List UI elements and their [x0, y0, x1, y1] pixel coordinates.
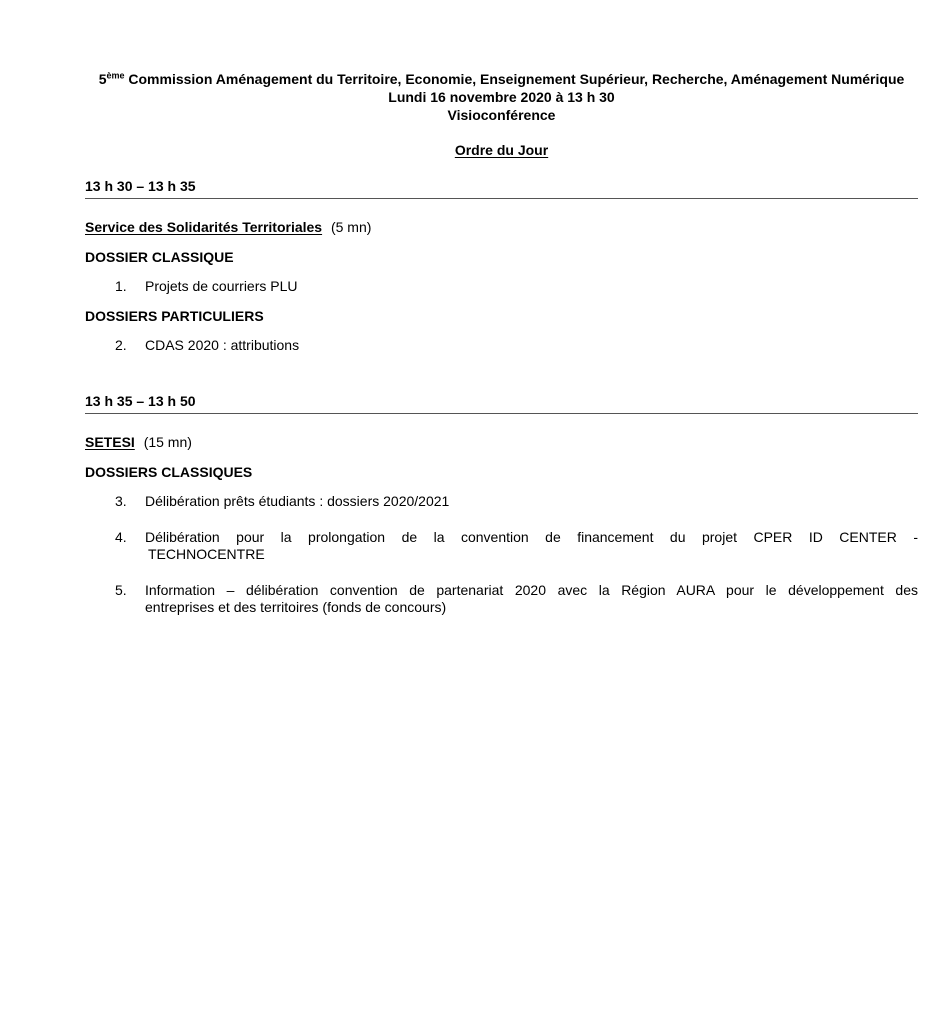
- agenda-section-2: [85, 393, 918, 616]
- agenda-title: Ordre du Jour: [454, 142, 549, 158]
- agenda-item-3: [85, 493, 918, 510]
- document-title: [88, 70, 916, 88]
- item-line: entreprises et des territoires (fonds de concours): [145, 599, 447, 615]
- service-line-2: [85, 434, 918, 451]
- item-text-5: [145, 582, 918, 616]
- group-heading-dossier-classique: DOSSIER CLASSIQUE: [85, 249, 234, 265]
- meeting-format: Visioconférence: [447, 107, 556, 123]
- service-line-1: [85, 219, 918, 236]
- item-line: CDAS 2020 : attributions: [145, 337, 300, 353]
- agenda-section-1: [85, 178, 918, 354]
- agenda-item-1: [85, 278, 918, 295]
- agenda-title-row: [85, 141, 918, 159]
- item-text-4: [145, 529, 918, 563]
- time-slot-2: 13 h 35 – 13 h 50: [85, 393, 918, 414]
- item-text-2: [145, 337, 918, 354]
- ordinal-superscript: ème: [106, 70, 125, 81]
- item-line: Projets de courriers PLU: [145, 278, 298, 294]
- title-text: Commission Aménagement du Territoire, Economie, Enseignement Supérieur, Recherche, Aménagement Numérique: [124, 71, 905, 87]
- item-line: TECHNOCENTRE: [148, 546, 265, 562]
- item-line: Délibération pour la prolongation de la convention de financement du projet CPER ID CENTER -: [145, 529, 918, 545]
- item-line: Information – délibération convention de partenariat 2020 avec la Région AURA pour le développement des: [145, 582, 918, 598]
- group-heading-dossiers-classiques: DOSSIERS CLASSIQUES: [85, 464, 253, 480]
- item-text-3: [145, 493, 918, 510]
- meeting-datetime: Lundi 16 novembre 2020 à 13 h 30: [388, 89, 615, 105]
- agenda-item-5: [85, 582, 918, 616]
- item-text-1: [145, 278, 918, 295]
- group-heading-dossiers-particuliers: DOSSIERS PARTICULIERS: [85, 308, 264, 324]
- item-number-4: 4.: [115, 529, 127, 545]
- service-duration-2: (15 mn): [143, 434, 192, 450]
- item-number-1: 1.: [115, 278, 127, 294]
- item-number-5: 5.: [115, 582, 127, 598]
- document-header: [85, 70, 918, 124]
- title-number: 5: [98, 71, 107, 87]
- service-name-2: SETESI: [85, 434, 135, 450]
- service-name-1: Service des Solidarités Territoriales: [85, 219, 323, 235]
- agenda-item-4: [85, 529, 918, 563]
- item-line: Délibération prêts étudiants : dossiers 2020/2021: [145, 493, 450, 509]
- item-number-2: 2.: [115, 337, 127, 353]
- agenda-item-2: [85, 337, 918, 354]
- service-duration-1: (5 mn): [330, 219, 372, 235]
- item-number-3: 3.: [115, 493, 127, 509]
- time-slot-1: 13 h 30 – 13 h 35: [85, 178, 918, 199]
